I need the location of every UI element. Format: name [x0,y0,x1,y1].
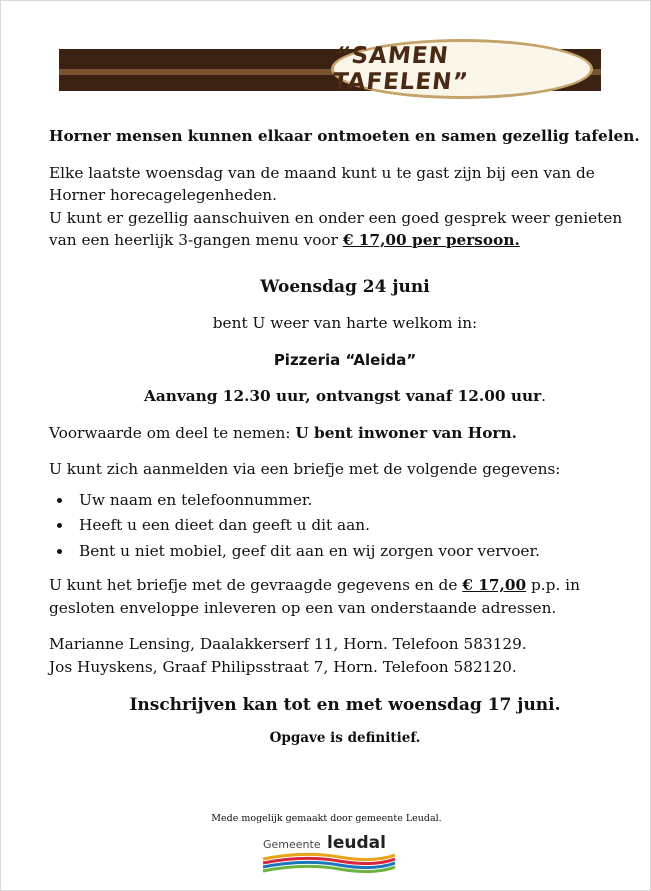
condition-prefix: Voorwaarde om deel te nemen: [49,423,296,442]
price-per-person: € 17,00 per persoon. [342,231,520,249]
condition-paragraph [49,422,641,445]
logo-text-big: leudal [327,833,386,853]
banner-title-oval [331,39,593,99]
register-intro: U kunt zich aanmelden via een briefje met de volgende gegevens: [49,460,561,478]
deadline-text: Inschrijven kan tot en met woensdag 17 juni. [129,695,561,715]
gemeente-leudal-logo [259,833,399,879]
address-line: Jos Huyskens, Graaf Philipsstraat 7, Horn. Telefoon 582120. [49,657,517,676]
list-item: • Uw naam en telefoonnummer. [73,489,641,512]
send-paragraph [49,574,641,619]
logo-wave-icon [259,833,399,879]
venue-name: Pizzeria “Aleida” [273,350,417,369]
intro-text: U kunt er gezellig aanschuiven en onder een goed gesprek weer genieten van een heerlijk 3-gangen menu voor [49,208,623,249]
condition-text: U bent inwoner van Horn. [295,423,517,442]
event-date: Woensdag 24 juni [260,276,430,297]
event-time-period: . [541,387,547,405]
list-item: • Bent u niet mobiel, geef dit aan en wij zorgen voor vervoer. [73,540,641,563]
letter-body [49,125,641,749]
final-note: Opgave is definitief. [269,729,421,746]
logo-text-small: Gemeente [263,838,321,851]
intro-paragraph-1: Elke laatste woensdag van de maand kunt u te gast zijn bij een van de Horner horecagelegenheden. [49,163,595,204]
footer-note: Mede mogelijk gemaakt door gemeente Leudal. [211,813,442,824]
address-line: Marianne Lensing, Daalakkerserf 11, Horn. Telefoon 583129. [49,635,527,653]
welcome-text: bent U weer van harte welkom in: [212,314,478,332]
list-item: • Heeft u een dieet dan geeft u dit aan. [73,514,641,537]
send-text-1: U kunt het briefje met de gevraagde gegevens en de [49,576,463,594]
banner-title: “SAMEN TAFELEN” [331,43,470,95]
address-block [49,633,641,678]
intro-paragraph-2 [49,207,641,252]
send-price: € 17,00 [462,576,527,594]
lead-paragraph: Horner mensen kunnen elkaar ontmoeten en samen gezellig tafelen. [49,127,640,145]
header-banner [59,37,601,109]
send-text-2: p.p. in gesloten enveloppe inleveren op een van onderstaande adressen. [49,576,580,617]
event-time [49,385,641,408]
event-time-text: Aanvang 12.30 uur, ontvangst vanaf 12.00 uur [143,387,542,405]
requirements-list [49,489,641,563]
